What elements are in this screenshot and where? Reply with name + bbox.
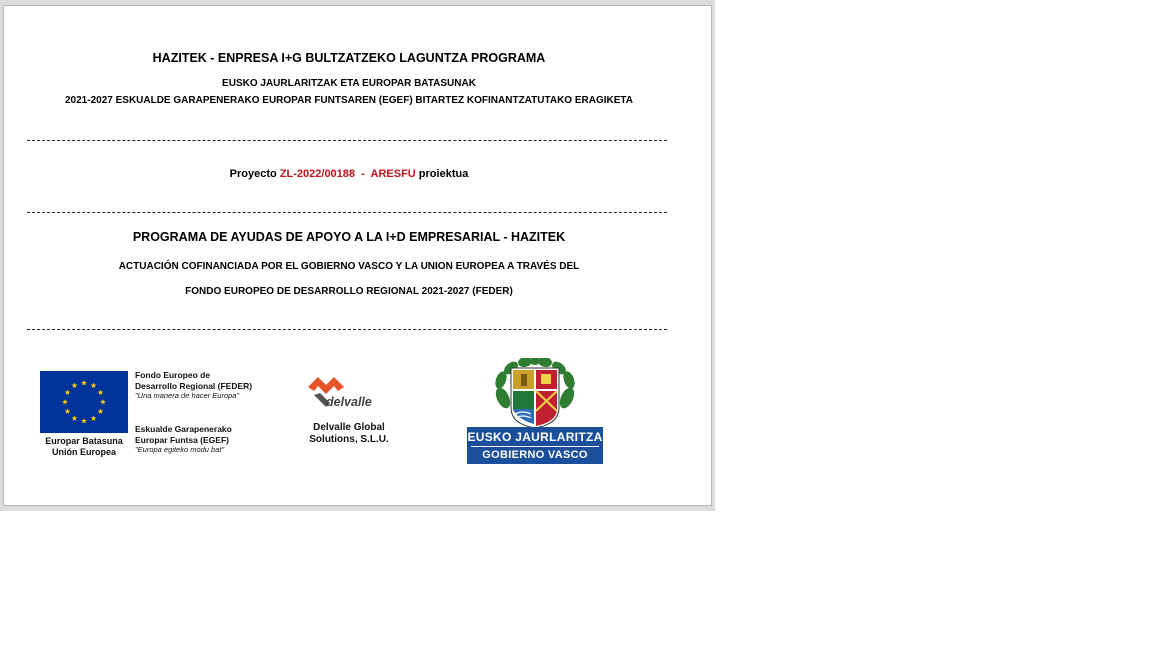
eu-caption-2: Unión Europea	[51, 447, 116, 457]
feder-text	[135, 370, 252, 402]
project-line	[4, 168, 694, 180]
delvalle-caption	[294, 422, 404, 446]
program-line-2: FONDO EUROPEO DE DESARROLLO REGIONAL 2021-2027 (FEDER)	[185, 286, 513, 297]
delvalle-caption-2: Solutions, S.L.U.	[309, 434, 389, 445]
gv-line-2: GOBIERNO VASCO	[482, 449, 588, 461]
gobierno-vasco-banner	[467, 427, 603, 464]
document-page	[3, 5, 712, 506]
gv-line-1: EUSKO JAURLARITZA	[467, 430, 603, 444]
eu-flag-icon	[40, 371, 128, 433]
gv-divider	[471, 446, 599, 447]
dashed-divider	[27, 329, 667, 330]
project-separator: -	[355, 168, 371, 180]
title-basque: HAZITEK - ENPRESA I+G BULTZATZEKO LAGUNTZA PROGRAMA	[152, 51, 546, 65]
delvalle-caption-1: Delvalle Global	[313, 422, 385, 433]
project-name: ARESFU	[370, 168, 416, 180]
dashed-divider	[27, 140, 667, 141]
feder-motto: "Una manera de hacer Europa"	[135, 391, 240, 400]
project-code: ZL-2022/00188	[279, 168, 356, 180]
program-title-spanish: PROGRAMA DE AYUDAS DE APOYO A LA I+D EMPRESARIAL - HAZITEK	[132, 230, 566, 244]
dashed-divider	[27, 212, 667, 213]
feder-line-2: Desarrollo Regional (FEDER)	[135, 380, 253, 391]
egef-motto: "Europa egiteko modu bat"	[135, 445, 225, 454]
delvalle-logo-icon	[304, 373, 396, 409]
subtitle-basque-2: 2021-2027 ESKUALDE GARAPENERAKO EUROPAR FUNTSAREN (EGEF) BITARTEZ KOFINANTZATUTAKO ERAGIKETA	[65, 95, 633, 106]
egef-text	[135, 424, 232, 456]
egef-line-1: Eskualde Garapenerako	[135, 424, 232, 434]
egef-line-2: Europar Funtsa (EGEF)	[135, 434, 229, 445]
program-line-1: ACTUACIÓN COFINANCIADA POR EL GOBIERNO VASCO Y LA UNION EUROPEA A TRAVÉS DEL	[118, 261, 580, 272]
feder-line-1: Fondo Europeo de	[135, 370, 211, 380]
subtitle-basque-1: EUSKO JAURLARITZAK ETA EUROPAR BATASUNAK	[222, 78, 476, 89]
eu-caption-1: Europar Batasuna	[45, 436, 123, 446]
document-viewport	[0, 0, 715, 511]
project-prefix: Proyecto	[229, 168, 280, 180]
project-suffix: proiektua	[415, 168, 469, 180]
delvalle-wordmark: delvalle	[326, 395, 372, 409]
eu-caption	[34, 436, 134, 458]
